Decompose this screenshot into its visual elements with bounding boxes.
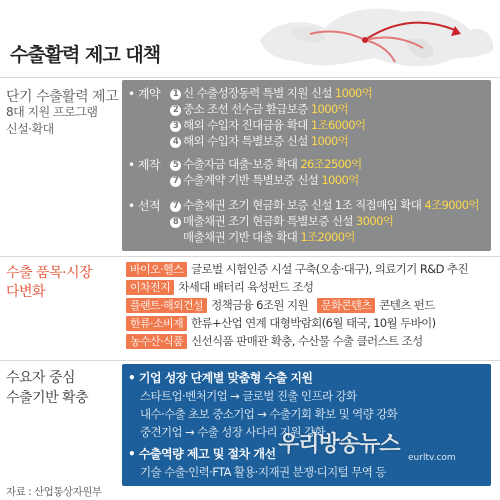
origin-dot-icon xyxy=(362,37,368,43)
group-label-production: • 제작 xyxy=(128,158,161,172)
list-item: 내수·수출 초보 중소기업 → 수출기회 확보 및 역량 강화 xyxy=(140,407,398,421)
sector-text: 정책금융 6조원 지원 xyxy=(211,298,308,312)
sector-tag: 농수산·식품 xyxy=(126,334,187,349)
list-item xyxy=(170,133,372,149)
list-item: 중견기업 → 수출 성장 사다리 지원 강화 xyxy=(140,425,326,439)
item-text: 신 수출성장동력 특별 지원 신설 xyxy=(183,86,332,100)
section2-list xyxy=(126,262,468,349)
sector-text: 글로벌 시험인증 시설 구축(오송·대구), 의료기기 R&D 추진 xyxy=(191,262,468,276)
item-text: 수출채권 조기 현금화 보증 신설 1조 직접매입 확대 xyxy=(183,198,422,212)
item-amount: 1조2000억 xyxy=(300,230,355,244)
panel-heading: • 기업 성장 단계별 맞춤형 수출 지원 xyxy=(128,371,313,385)
number-badge: 5 xyxy=(170,160,181,171)
list-item xyxy=(170,101,372,117)
section3-title-line2: 수출기반 확충 xyxy=(6,390,89,406)
divider xyxy=(0,77,500,78)
list-item xyxy=(170,117,372,133)
sector-row xyxy=(126,334,468,349)
item-text: 해외 수입자 진대금융 확대 xyxy=(183,118,308,132)
item-amount: 4조9000억 xyxy=(424,198,479,212)
number-badge: 3 xyxy=(170,121,181,132)
sector-tag: 문화콘텐츠 xyxy=(317,298,375,313)
sector-row xyxy=(126,280,468,295)
item-text: 매출채권 기반 대출 확대 xyxy=(183,230,298,244)
number-badge: 4 xyxy=(170,137,181,148)
section1-subtitle-line2: 신설·확대 xyxy=(6,122,54,136)
group-contract-items xyxy=(170,85,372,149)
section1-panel xyxy=(122,80,491,251)
sector-tag: 이차전지 xyxy=(126,280,174,295)
sector-tag: 플랜트·해외건설 xyxy=(126,298,207,313)
item-amount: 1조6000억 xyxy=(310,118,366,132)
group-label-contract: • 계약 xyxy=(128,87,161,101)
item-amount: 1000억 xyxy=(321,173,359,187)
list-item xyxy=(170,229,479,245)
number-badge: 7 xyxy=(170,201,181,212)
section1-subtitle-line1: 8대 지원 프로그램 xyxy=(6,105,98,119)
item-amount: 1000억 xyxy=(310,102,349,116)
watermark-logo: 우리방송뉴스 xyxy=(278,432,400,457)
section3-panel xyxy=(122,364,491,486)
item-text: 수출계약 기반 특별보증 신설 xyxy=(183,173,319,187)
section2-title xyxy=(6,264,92,302)
group-label-shipping: • 선적 xyxy=(128,199,161,213)
section2-title-line1: 수출 품목·시장 xyxy=(6,265,93,281)
section2-title-line2: 다변화 xyxy=(6,284,46,300)
item-text: 해외 수입자 특별보증 신설 xyxy=(183,134,308,148)
sector-tag: 한류·소비재 xyxy=(126,316,187,331)
list-item: 스타트업·벤처기업 → 글로벌 진출 인프라 강화 xyxy=(140,389,357,403)
item-amount: 3000억 xyxy=(355,214,394,228)
page-title: 수출활력 제고 대책 xyxy=(10,44,161,66)
item-amount: 26조2500억 xyxy=(300,157,362,171)
list-item xyxy=(170,213,479,229)
sector-text: 차세대 배터리 육성펀드 조성 xyxy=(178,280,314,294)
list-item xyxy=(170,172,362,188)
list-item xyxy=(170,85,372,101)
sector-row xyxy=(126,316,468,331)
panel-heading: • 수출역량 제고 및 절차 개선 xyxy=(128,447,276,461)
number-badge: 1 xyxy=(170,89,181,100)
section1-title: 단기 수출활력 제고 xyxy=(6,89,119,105)
group-shipping-items xyxy=(170,197,479,245)
sector-text: 한류+산업 연계 대형박람회(6월 태국, 10월 두바이) xyxy=(191,316,436,330)
sector-tag: 바이오·헬스 xyxy=(126,262,187,277)
watermark-url: eurltv.com xyxy=(408,453,456,463)
section3-title-line1: 수요자 중심 xyxy=(6,370,76,386)
group-production-items xyxy=(170,156,362,188)
sector-text: 신선식품 판매관 확충, 수산물 수출 클러스트 조성 xyxy=(191,334,423,348)
item-text: 수출자금 대출·보증 확대 xyxy=(183,157,298,171)
section3-title xyxy=(6,368,88,408)
list-item xyxy=(170,197,479,213)
item-text: 중소 조선 선수금 환급보증 xyxy=(183,102,308,116)
item-amount: 1000억 xyxy=(310,134,349,148)
section1-subtitle xyxy=(6,104,97,138)
divider xyxy=(0,256,500,257)
world-map-illustration xyxy=(255,0,500,78)
number-badge: 8 xyxy=(170,217,181,228)
source-note: 자료 : 산업통상자원부 xyxy=(6,486,102,498)
item-amount: 1000억 xyxy=(334,86,373,100)
sector-row xyxy=(126,298,468,313)
sector-text: 콘텐츠 펀드 xyxy=(379,298,435,312)
item-text: 매출채권 조기 현금화 특별보증 신설 xyxy=(183,214,353,228)
number-badge: 2 xyxy=(170,105,181,116)
list-item xyxy=(170,156,362,172)
sector-row xyxy=(126,262,468,277)
divider xyxy=(0,360,500,361)
number-badge: 7 xyxy=(170,176,181,187)
list-item: 기술 수출·인력·FTA 활용·지재권 분쟁·디지털 무역 등 xyxy=(140,465,386,479)
